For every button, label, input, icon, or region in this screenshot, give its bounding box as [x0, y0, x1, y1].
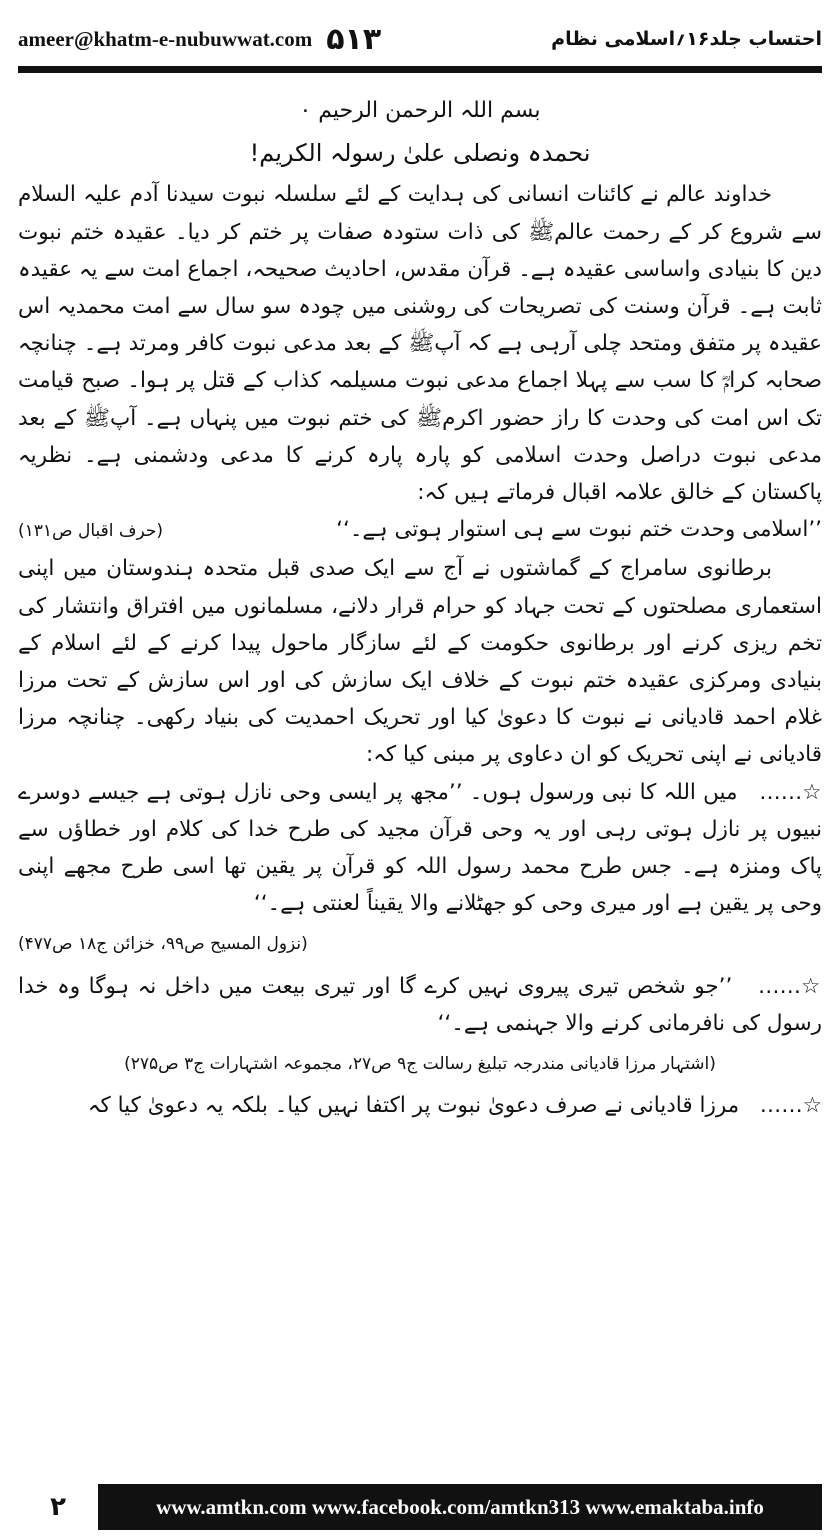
- page-number: ۵۱۳: [326, 21, 382, 57]
- footer-number: ۲: [50, 1492, 66, 1522]
- bismillah: بسم اللہ الرحمن الرحیم ٠: [299, 98, 541, 123]
- star-icon: ☆: [802, 1093, 822, 1119]
- paragraph-intro: خداوند عالم نے کائنات انسانی کی ہدایت کے لئے سلسلہ نبوت سیدنا آدم علیہ السلام سے شروع کر کے رحمت عالمﷺ کی ذات ستودہ صفات پر ختم کر دیا۔ عقیدہ ختم نبوت دین کا بنیادی واساسی عقیدہ ہے۔ قرآن مقدس، احادیث صحیحہ، اجماع امت سے یہ عقیدہ ثابت ہے۔ قرآن وسنت کی تصریحات کی روشنی میں چودہ سو سال سے امت محمدیہ اس عقیدہ پر متفق ومتحد چلی آرہی ہے کہ آپﷺ کے بعد مدعی نبوت کافر ومرتد ہے۔ چنانچہ صحابہ کرامؓ کا سب سے پہلا اجماع مدعی نبوت مسیلمہ کذاب کے قتل پر ہوا۔ صبح قیامت تک اس امت کی وحدت کا راز حضور اکرمﷺ کی ختم نبوت میں پنہاں ہے۔ آپﷺ کے بعد مدعی نبوت دراصل وحدت اسلامی کو پارہ پارہ کرنے کا مدعی ودشمنی ہے۔ نظریہ پاکستان کے خالق علامہ اقبال فرماتے ہیں کہ:: [18, 182, 822, 506]
- header-left: [18, 22, 381, 57]
- claim-2: [18, 968, 822, 1042]
- star-icon: ☆: [800, 973, 822, 999]
- footer-links[interactable]: www.amtkn.com www.facebook.com/amtkn313 www.emaktaba.info: [98, 1484, 822, 1530]
- email-address: ameer@khatm-e-nubuwwat.com: [18, 26, 313, 51]
- iqbal-quote: ’’اسلامی وحدت ختم نبوت سے ہی استوار ہوتی ہے۔‘‘: [336, 517, 822, 543]
- claim-1-reference: (نزول المسیح ص۹۹، خزائن ج۱۸ ص۴۷۷): [18, 934, 308, 955]
- claim-3-text: مرزا قادیانی نے صرف دعویٰ نبوت پر اکتفا نہیں کیا۔ بلکہ یہ دعویٰ کیا کہ: [87, 1093, 740, 1119]
- claim-1-text: میں اللہ کا نبی ورسول ہوں۔ ’’مجھ پر ایسی وحی نازل ہوتی ہے جیسے دوسرے نبیوں پر نازل ہوتی رہی اور یہ وحی قرآن مجید کی طرح خدا کی کلام اور خطاؤں سے پاک ومنزہ ہے۔ جس طرح محمد رسول اللہ کو قرآن پر یقین تھا اسی طرح مجھے اپنی وحی پر یقین ہے اور میری وحی کو جھٹلانے والا یقیناً لعنتی ہے۔‘‘: [18, 779, 822, 917]
- page-header: [18, 14, 822, 64]
- ellipsis: ……: [757, 973, 801, 999]
- paragraph-history: برطانوی سامراج کے گماشتوں نے آج سے ایک صدی قبل متحدہ ہندوستان میں اپنی استعماری مصلحتوں کے تحت جہاد کو حرام قرار دلانے، مسلمانوں میں افتراق وانتشار کی تخم ریزی کرنے اور برطانوی حکومت کے لئے سازگار ماحول پیدا کرنے کے لئے اسلام کے بنیادی ومرکزی عقیدہ ختم نبوت کے خلاف ایک سازش کی اور اس سازش کے تحت مرزا غلام احمد قادیانی نے نبوت کا دعویٰ کیا اور تحریک احمدیت کی بنیاد رکھی۔ چنانچہ مرزا قادیانی نے اپنی تحریک کو ان دعاوی پر مبنی کیا کہ:: [18, 556, 822, 768]
- page-footer: [18, 1484, 822, 1530]
- book-title: احتساب جلد۱۶؍اسلامی نظام: [551, 28, 822, 50]
- iqbal-reference: (حرف اقبال ص۱۳۱): [18, 521, 164, 542]
- claim-2-reference: (اشتہار مرزا قادیانی مندرجہ تبلیغ رسالت ج۹ ص۲۷، مجموعہ اشتہارات ج۳ ص۲۷۵): [124, 1054, 716, 1075]
- iqbal-quote-row: [18, 511, 822, 550]
- star-icon: ☆: [802, 779, 822, 805]
- claim-3: [18, 1087, 822, 1124]
- ellipsis: ……: [759, 779, 803, 805]
- ellipsis: ……: [759, 1093, 803, 1119]
- header-rule: [18, 66, 822, 73]
- salat-line: نحمدہ ونصلی علیٰ رسولہ الکریم!: [249, 139, 591, 168]
- claim-2-text: ’’جو شخص تیری پیروی نہیں کرے گا اور تیری بیعت میں داخل نہ ہوگا وہ خدا رسول کی نافرمانی کرنے والا جہنمی ہے۔‘‘: [18, 973, 822, 1036]
- claim-1: [18, 774, 822, 923]
- page-content: [18, 92, 822, 1460]
